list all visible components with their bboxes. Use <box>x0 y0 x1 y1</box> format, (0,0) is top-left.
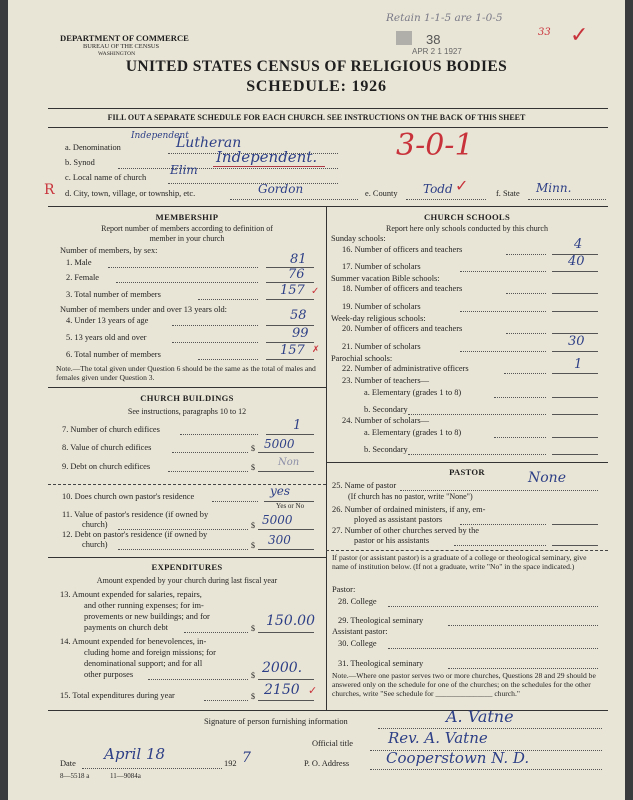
q6-label: 6. Total number of members <box>66 350 161 359</box>
q22-value: 1 <box>574 357 583 372</box>
instruction-rule <box>48 127 608 128</box>
q13-line-1: 13. Amount expended for salaries, repairs, <box>60 590 202 599</box>
pastor-rule <box>326 462 608 463</box>
q25-note: (If church has no pastor, write "None") <box>348 492 473 501</box>
fill-instruction: FILL OUT A SEPARATE SCHEDULE FOR EACH CHURCH. SEE INSTRUCTIONS ON THE BACK OF THIS SHEET <box>107 113 526 122</box>
weekday-schools-label: Week-day religious schools: <box>331 314 426 323</box>
q14-line-1: 14. Amount expended for benevolences, in- <box>60 637 207 646</box>
q7-value: 1 <box>293 418 302 433</box>
q13-line-4: payments on church debt <box>84 623 168 632</box>
q20-label: 20. Number of officers and teachers <box>342 324 463 333</box>
official-title-label: Official title <box>312 739 354 748</box>
denomination-prefix: Independent <box>131 131 189 141</box>
q9-dollar: $ <box>251 463 255 472</box>
q7-label: 7. Number of church edifices <box>62 425 160 434</box>
q3-red-check: ✓ <box>311 286 320 297</box>
q12-label-2: church) <box>82 540 108 549</box>
column-divider <box>326 206 327 710</box>
q5-label: 5. 13 years old and over <box>66 333 147 342</box>
q11-dollar: $ <box>251 521 255 530</box>
date-label: Date <box>60 759 76 768</box>
q25-label: 25. Name of pastor <box>332 481 397 490</box>
q9-label: 9. Debt on church edifices <box>62 462 151 471</box>
q12-value: 300 <box>268 533 291 547</box>
expenditures-intro: Amount expended by your church during last fiscal year <box>96 576 278 585</box>
city-value: Gordon <box>258 182 304 196</box>
q10-label: 10. Does church own pastor's residence <box>62 492 195 501</box>
q14-line-2: cluding home and foreign missions; for <box>84 648 216 657</box>
q6-value: 157 <box>280 343 305 358</box>
county-label: e. County <box>365 189 398 198</box>
membership-intro-2: member in your church <box>149 234 225 243</box>
buildings-heading: CHURCH BUILDINGS <box>140 393 234 403</box>
stamp-number: 38 <box>426 32 441 47</box>
q5-value: 99 <box>292 326 309 341</box>
q3-value: 157 <box>280 283 305 298</box>
denomination-value: Lutheran <box>176 135 242 151</box>
year-prefix: 192 <box>224 759 237 768</box>
stamp-date: APR 2 1 1927 <box>412 47 462 56</box>
form-number: 8—5518 a <box>60 772 90 780</box>
header-rule <box>48 108 608 109</box>
bureau-name: BUREAU OF THE CENSUS <box>83 43 160 50</box>
q1-value: 81 <box>290 252 307 267</box>
synod-red-underline <box>213 166 325 167</box>
q2-label: 2. Female <box>66 273 100 282</box>
state-value: Minn. <box>536 181 572 195</box>
q23-label: 23. Number of teachers— <box>342 376 429 385</box>
pastor-sub-label: Pastor: <box>332 585 356 594</box>
pastor-dashed-rule <box>326 550 608 551</box>
q12-label-1: 12. Debt on pastor's residence (if owned by <box>62 530 208 539</box>
county-value: Todd <box>423 182 453 196</box>
q26-line-2: ployed as assistant pastors <box>354 515 443 524</box>
q15-dollar: $ <box>251 692 255 701</box>
q13-value: 150.00 <box>266 613 315 629</box>
q14-line-3: denominational support; and for all <box>84 659 203 668</box>
q26-line-1: 26. Number of ordained ministers, if any, em- <box>332 505 486 514</box>
q16-label: 16. Number of officers and teachers <box>342 245 463 254</box>
q4-label: 4. Under 13 years of age <box>66 316 149 325</box>
q6-red-mark: ✗ <box>312 344 320 354</box>
q31-label: 31. Theological seminary <box>338 659 424 668</box>
red-code: 33 <box>538 27 551 38</box>
q23b-label: b. Secondary <box>364 405 408 414</box>
q24b-label: b. Secondary <box>364 445 408 454</box>
schools-heading: CHURCH SCHOOLS <box>423 212 511 222</box>
synod-label: b. Synod <box>65 158 95 167</box>
q2-value: 76 <box>288 267 305 282</box>
membership-intro-1: Report number of members according to definition of <box>101 224 273 233</box>
q11-label-2: church) <box>82 520 108 529</box>
parochial-schools-label: Parochial schools: <box>331 354 393 363</box>
q24a-label: a. Elementary (grades 1 to 8) <box>364 428 462 437</box>
city-label: d. City, town, village, or township, etc. <box>65 189 196 198</box>
buildings-rule <box>48 387 326 388</box>
footer-rule <box>48 710 608 711</box>
q8-label: 8. Value of church edifices <box>62 443 152 452</box>
q14-value: 2000. <box>262 660 303 676</box>
department-name: DEPARTMENT OF COMMERCE <box>60 33 189 43</box>
church-label: c. Local name of church <box>65 173 147 182</box>
stamp-mark <box>396 31 412 45</box>
church-value: Elim <box>170 163 198 177</box>
state-label: f. State <box>496 189 520 198</box>
q23a-label: a. Elementary (grades 1 to 8) <box>364 388 462 397</box>
q21-value: 30 <box>568 334 585 349</box>
bureau-city: WASHINGTON <box>98 51 136 57</box>
members-by-sex-label: Number of members, by sex: <box>60 246 158 255</box>
q19-label: 19. Number of scholars <box>342 302 421 311</box>
q11-label-1: 11. Value of pastor's residence (if owned by <box>62 510 209 519</box>
margin-mark: R <box>44 182 55 198</box>
q15-red-check: ✓ <box>308 685 318 697</box>
po-address-label: P. O. Address <box>304 759 350 768</box>
print-code: 11—9084a <box>110 772 141 780</box>
q28-label: 28. College <box>338 597 377 606</box>
q22-label: 22. Number of administrative officers <box>342 364 469 373</box>
q18-label: 18. Number of officers and teachers <box>342 284 463 293</box>
q4-value: 58 <box>290 308 307 323</box>
pastor-heading: PASTOR <box>449 467 485 477</box>
signature-value: A. Vatne <box>446 707 514 726</box>
pastor-note: Note.—Where one pastor serves two or more churches, Questions 28 and 29 should be answered only on the schedule for one of the churches; on the schedules for the other churches, write "See schedule for _______________ church." <box>332 671 596 698</box>
assistant-pastor-label: Assistant pastor: <box>332 627 388 636</box>
po-address-value: Cooperstown N. D. <box>386 749 530 767</box>
red-check-top: ✓ <box>570 22 589 47</box>
q14-dollar: $ <box>251 671 255 680</box>
q1-label: 1. Male <box>66 258 92 267</box>
buildings-intro: See instructions, paragraphs 10 to 12 <box>127 407 247 416</box>
red-code-big: 3-0-1 <box>396 128 474 163</box>
q8-dollar: $ <box>251 444 255 453</box>
expenditures-heading: EXPENDITURES <box>151 562 223 572</box>
q14-line-4: other purposes <box>84 670 134 679</box>
q8-value: 5000 <box>264 437 295 451</box>
signature-label: Signature of person furnishing information <box>204 717 348 726</box>
year-digit: 7 <box>242 750 251 766</box>
q29-label: 29. Theological seminary <box>338 616 424 625</box>
q13-line-2: and other running expenses; for im- <box>84 601 204 610</box>
date-value: April 18 <box>104 745 166 763</box>
pencil-note: Retain 1-1-5 are 1-0-5 <box>386 12 503 24</box>
expenditures-rule <box>48 557 326 558</box>
schools-intro: Report here only schools conducted by this church <box>386 224 548 233</box>
form-title: UNITED STATES CENSUS OF RELIGIOUS BODIES <box>125 58 508 75</box>
q12-dollar: $ <box>251 541 255 550</box>
q10-value: yes <box>270 484 291 498</box>
q13-dollar: $ <box>251 624 255 633</box>
q3-label: 3. Total number of members <box>66 290 161 299</box>
q25-value: None <box>528 470 566 486</box>
q17-value: 40 <box>568 254 585 269</box>
yes-no-hint: Yes or No <box>276 502 305 510</box>
membership-note: Note.—The total given under Question 6 should be the same as the total of males and females given under Question 3. <box>56 364 316 382</box>
county-red-check: ✓ <box>455 178 469 195</box>
q13-line-3: provements or new buildings; and for <box>84 612 210 621</box>
sunday-schools-label: Sunday schools: <box>331 234 386 243</box>
denomination-label: a. Denomination <box>65 143 121 152</box>
synod-value: Independent. <box>216 148 318 166</box>
q15-value: 2150 <box>264 682 300 698</box>
q27-line-1: 27. Number of other churches served by the <box>332 526 479 535</box>
census-schedule-sheet <box>8 0 625 800</box>
q24-label: 24. Number of scholars— <box>342 416 429 425</box>
graduate-note: If pastor (or assistant pastor) is a graduate of a college or theological seminary, give name of institution below. (If not a graduate, write "No" in the space indicated.) <box>332 553 587 571</box>
q27-line-2: pastor or his assistants <box>354 536 430 545</box>
q17-label: 17. Number of scholars <box>342 262 421 271</box>
q9-value: Non <box>278 457 300 468</box>
age-intro-label: Number of members under and over 13 years old: <box>60 305 227 314</box>
form-subtitle: SCHEDULE: 1926 <box>246 78 387 95</box>
q15-label: 15. Total expenditures during year <box>60 691 175 700</box>
official-title-value: Rev. A. Vatne <box>388 729 488 747</box>
q21-label: 21. Number of scholars <box>342 342 421 351</box>
q11-value: 5000 <box>262 513 293 527</box>
section-rule-top <box>48 206 608 207</box>
q30-label: 30. College <box>338 639 377 648</box>
summer-schools-label: Summer vacation Bible schools: <box>331 274 440 283</box>
q16-value: 4 <box>574 237 583 252</box>
membership-heading: MEMBERSHIP <box>155 212 219 222</box>
